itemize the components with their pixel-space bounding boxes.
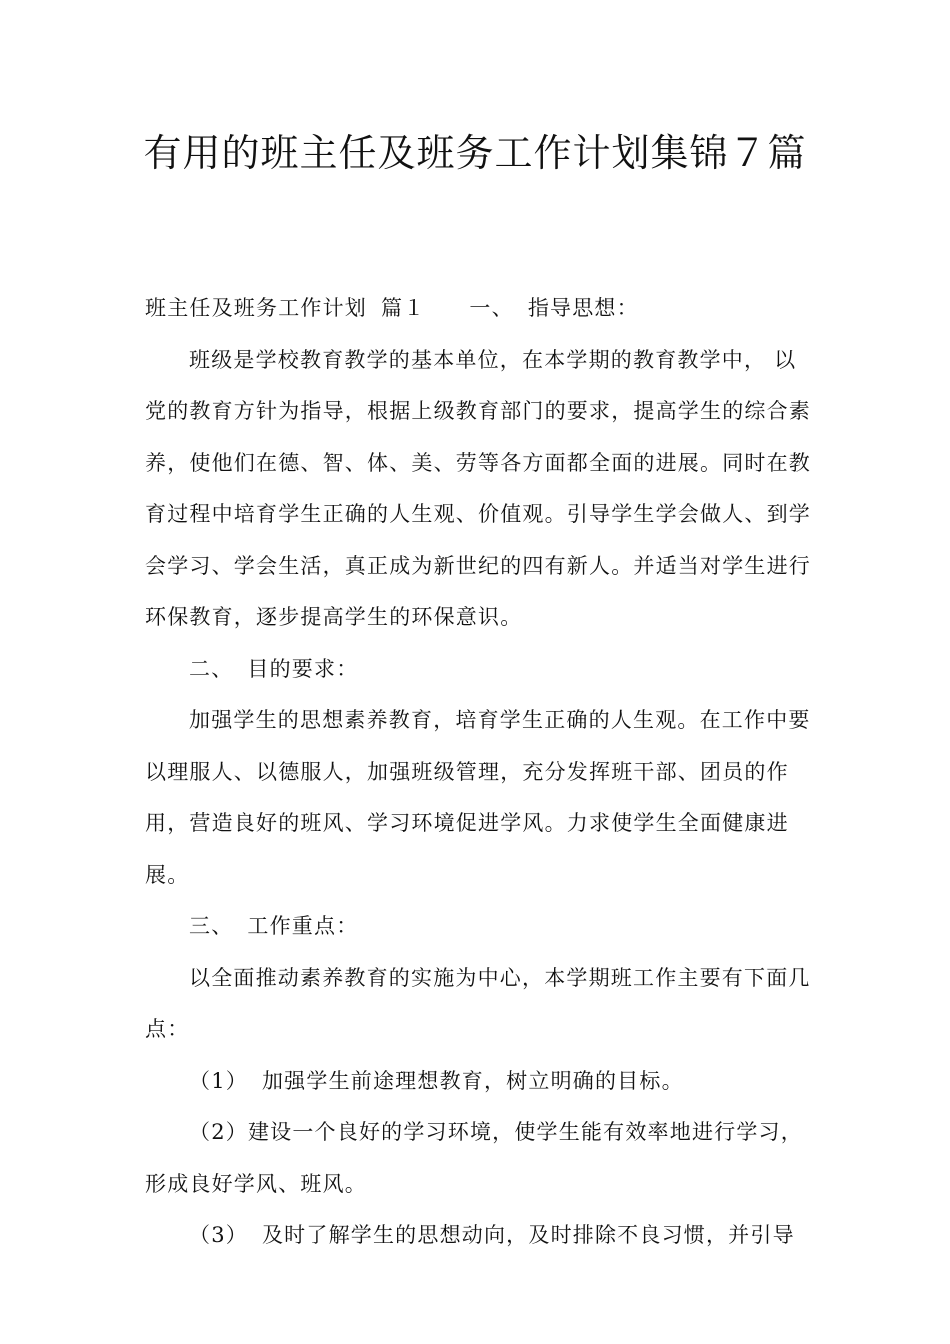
document-body (145, 283, 815, 1262)
heading-1-number: 一、 (469, 296, 514, 320)
list-item-1-number: （1） (189, 1068, 248, 1093)
paragraph-1: 班级是学校教育教学的基本单位，在本学期的教育教学中， 以党的教育方针为指导，根据上级教育部门的要求，提高学生的综合素养，使他们在德、智、体、美、劳等各方面都全面的进展。同时在教育过程中培育学生正确的人生观、价值观。引导学生学会做人、到学会学习、学会生活，真正成为新世纪的四有新人。并适当对学生进行环保教育，逐步提高学生的环保意识。 (145, 347, 811, 629)
list-item-3-number: （3） (189, 1223, 248, 1247)
list-item-3-text: 及时了解学生的思想动向，及时排除不良习惯，并引导 (261, 1223, 795, 1247)
paragraph-3: 以全面推动素养教育的实施为中心，本学期班工作主要有下面几点： (145, 965, 811, 1041)
list-item-1-text: 加强学生前途理想教育，树立明确的目标。 (261, 1068, 684, 1093)
paragraph-2: 加强学生的思想素养教育，培育学生正确的人生观。在工作中要以理服人、以德服人，加强班级管理，充分发挥班干部、团员的作用，营造良好的班风、学习环境促进学风。力求使学生全面健康进展。 (145, 708, 811, 887)
list-item-1 (145, 1056, 815, 1108)
heading-2-text: 目的要求： (247, 656, 359, 681)
document-title: 有用的班主任及班务工作计划集锦７篇 (143, 131, 807, 175)
list-item-3 (145, 1210, 815, 1262)
heading-2 (145, 644, 815, 696)
heading-3-number: 三、 (189, 914, 234, 938)
heading-3 (145, 901, 815, 953)
section-heading-line (145, 283, 815, 335)
heading-1-text: 指导思想： (527, 296, 639, 320)
heading-2-number: 二、 (189, 656, 234, 681)
heading-3-text: 工作重点： (247, 914, 359, 938)
list-item-2: （2）建设一个良好的学习环境，使学生能有效率地进行学习，形成良好学风、班风。 (145, 1120, 803, 1196)
part-label: 篇１ (381, 296, 426, 320)
plan-label: 班主任及班务工作计划 (145, 296, 367, 320)
